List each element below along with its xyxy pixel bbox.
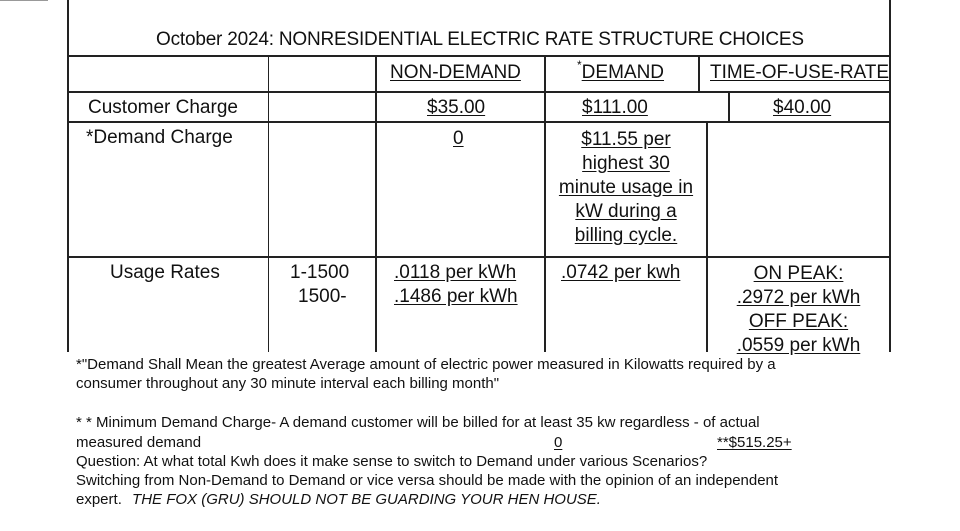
customer-charge-label: Customer Charge	[88, 97, 238, 118]
col-line-0	[67, 55, 69, 352]
minimum-demand-zero: 0	[554, 434, 563, 451]
minimum-demand-line-2: measured demand	[76, 434, 202, 451]
customer-charge-demand: $111.00	[582, 97, 648, 118]
header-demand	[577, 58, 665, 84]
usage-demand: .0742 per kwh	[561, 262, 681, 283]
header-demand-asterisk: *	[577, 58, 582, 72]
customer-charge-tou: $40.00	[773, 97, 832, 118]
minimum-demand-amount: **$515.25+	[717, 434, 792, 451]
demand-charge-line: highest 30	[582, 153, 670, 174]
col-line-2	[375, 55, 377, 352]
demand-charge-line: $11.55 per	[581, 129, 671, 150]
demand-charge-demand	[546, 128, 706, 248]
table-border-left	[67, 0, 69, 56]
top-corner-mark	[0, 0, 48, 1]
fox-warning: THE FOX (GRU) SHOULD NOT BE GUARDING YOUR HEN HOUSE.	[132, 491, 601, 508]
usage-non-demand-2: .1486 per kWh	[394, 286, 518, 307]
minimum-demand-line-1: * * Minimum Demand Charge- A demand customer will be billed for at least 35 kw regardless - of actual	[76, 414, 760, 431]
title-underline	[67, 55, 891, 57]
header-tou: TIME-OF-USE-RATE	[710, 62, 890, 83]
demand-definition-line-1: *"Demand Shall Mean the greatest Average amount of electric power measured in Kilowatts required by a	[76, 356, 776, 373]
row2-underline	[67, 256, 891, 258]
usage-non-demand-1: .0118 per kWh	[394, 262, 517, 283]
header-demand-label: DEMAND	[581, 62, 665, 83]
question-line: Question: At what total Kwh does it make sense to switch to Demand under various Scenarios?	[76, 453, 708, 470]
col-line-1	[268, 55, 269, 352]
tou-on-peak-value: .2972 per kWh	[736, 287, 861, 308]
col-line-4a	[698, 55, 700, 92]
demand-charge-non-demand: 0	[453, 128, 464, 149]
usage-tier-2: 1500-	[298, 286, 347, 307]
usage-tou	[708, 262, 889, 358]
header-underline	[67, 91, 891, 93]
customer-charge-non-demand: $35.00	[427, 97, 486, 118]
switching-line: Switching from Non-Demand to Demand or vice versa should be made with the opinion of an independent	[76, 472, 779, 489]
demand-charge-line: kW during a	[575, 201, 677, 222]
expert-text: expert.	[76, 491, 122, 508]
demand-charge-line: billing cycle.	[574, 225, 678, 246]
tou-off-peak-label: OFF PEAK:	[748, 311, 849, 332]
expert-line	[76, 491, 601, 508]
demand-charge-label: *Demand Charge	[86, 127, 233, 148]
demand-charge-line: minute usage in	[558, 177, 694, 198]
row1-underline	[67, 121, 891, 123]
table-border-right	[889, 0, 891, 352]
usage-rates-label: Usage Rates	[110, 262, 220, 283]
tou-off-peak-value: .0559 per kWh	[736, 335, 861, 356]
usage-tier-1: 1-1500	[290, 262, 350, 283]
page-title: October 2024: NONRESIDENTIAL ELECTRIC RATE STRUCTURE CHOICES	[156, 29, 804, 50]
col-line-4b	[728, 91, 730, 122]
header-non-demand: NON-DEMAND	[390, 62, 521, 83]
demand-definition-line-2: consumer throughout any 30 minute interval each billing month"	[76, 375, 500, 392]
tou-on-peak-label: ON PEAK:	[753, 263, 844, 284]
